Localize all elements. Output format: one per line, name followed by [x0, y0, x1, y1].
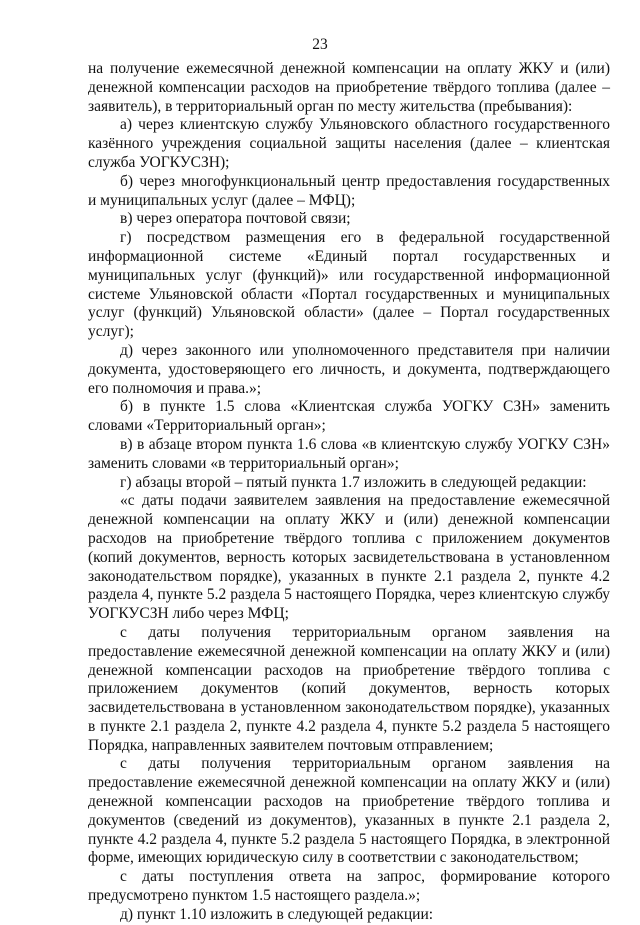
paragraph: б) через многофункциональный центр предоставления государственных и муниципальных услуг (далее – МФЦ); — [88, 172, 610, 209]
paragraph: с даты получения территориальным органом заявления на предоставление ежемесячной денежной компенсации на оплату ЖКУ и (или) денежной компенсации расходов на приобретение твёрдого топлива с приложением документов (копий документов, верность которых засвидетельствована в установленном законодательством порядке), указанных в пункте 2.1 раздела 2, пункте 4.2 раздела 4, пункте 5.2 раздела 5 настоящего Порядка, направленных заявителем почтовым отправлением; — [88, 623, 610, 754]
document-body — [88, 60, 610, 925]
page-number: 23 — [312, 36, 328, 53]
paragraph: д) через законного или уполномоченного представителя при наличии документа, удостоверяющего его личность, и документа, подтверждающего его полномочия и права.»; — [88, 341, 610, 397]
paragraph: г) абзацы второй – пятый пункта 1.7 изложить в следующей редакции: — [120, 473, 587, 491]
paragraph: в) через оператора почтовой связи; — [120, 210, 351, 228]
paragraph: а) через клиентскую службу Ульяновского областного государственного казённого учреждения социальной защиты населения (далее – клиентская служба УОГКУСЗН); — [88, 116, 610, 171]
paragraph: с даты получения территориальным органом заявления на предоставление ежемесячной денежной компенсации на оплату ЖКУ и (или) денежной компенсации расходов на приобретение твёрдого топлива и документов (сведений из документов), указанных в пункте 2.1 раздела 2, пункте 4.2 раздела 4, пункте 5.2 раздела 5 настоящего Порядка, в электронной форме, имеющих юридическую силу в соответствии с законодательством; — [88, 755, 610, 867]
paragraph: д) пункт 1.10 изложить в следующей редакции: — [120, 905, 434, 923]
paragraph: в) в абзаце втором пункта 1.6 слова «в клиентскую службу УОГКУ СЗН» заменить словами «в территориальный орган»; — [88, 435, 610, 472]
paragraph: г) посредством размещения его в федеральной государственной информационной системе «Единый портал государственных и муниципальных услуг (функций)» или государственной информационной системе Ульяновской области «Портал государственных и муниципальных услуг (функций) Ульяновской области» (далее – Портал государственных услуг); — [88, 229, 610, 341]
paragraph: «с даты подачи заявителем заявления на предоставление ежемесячной денежной компенсации на оплату ЖКУ и (или) денежной компенсации расходов на приобретение твёрдого топлива с приложением документов (копий документов, верность которых засвидетельствована в установленном законодательством порядке), указанных в пункте 2.1 раздела 2, пункте 4.2 раздела 4, пункте 5.2 раздела 5 настоящего Порядка, через клиентскую службу УОГКУСЗН либо через МФЦ; — [88, 492, 610, 623]
paragraph: на получение ежемесячной денежной компенсации на оплату ЖКУ и (или) денежной компенсации расходов на приобретение твёрдого топлива (далее – заявитель), в территориальный орган по месту жительства (пребывания): — [88, 60, 610, 115]
paragraph: б) в пункте 1.5 слова «Клиентская служба УОГКУ СЗН» заменить словами «Территориальный орган»; — [88, 398, 610, 435]
paragraph: с даты поступления ответа на запрос, формирование которого предусмотрено пунктом 1.5 настоящего раздела.»; — [88, 868, 610, 905]
